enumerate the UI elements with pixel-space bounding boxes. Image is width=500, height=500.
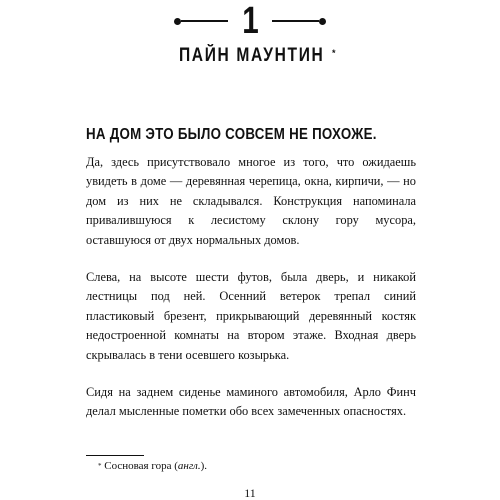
footnote: * Сосновая гора (англ.). [98,460,207,472]
chapter-number: 1 [242,0,258,42]
ornament-dot [319,18,326,25]
footnote-divider [86,455,144,456]
chapter-heading [0,0,500,42]
ornament-rule-right [272,15,326,27]
paragraph-3: Сидя на заднем сиденье маминого автомобиля, Арло Финч делал мысленные пометки обо всех замеченных опасностях. [86,385,416,419]
lead-line-text: НА ДОМ ЭТО БЫЛО СОВСЕМ НЕ ПОХОЖЕ. [86,126,377,143]
ornament-rule-left [174,15,228,27]
chapter-title [0,44,500,68]
paragraph-1: Да, здесь присутствовало многое из того, что ожидаешь увидеть в доме — деревянная черепица, окна, кирпичи, — но дом из них не складывался. Конструкция напоминала привалившуюся к лесистому склону гору мусора, оставшуюся от двух нормальных домов. [86,155,416,247]
footnote-lang-note: англ. [177,460,201,472]
ornament-line [181,20,228,22]
footnote-text: Сосновая гора [104,460,172,472]
lead-line [86,124,416,146]
footnote-mark: * [98,462,102,470]
page-number: 11 [244,486,256,500]
ornament-dot [174,18,181,25]
chapter-title-text: ПАЙН МАУНТИН [178,45,324,66]
paragraph-2: Слева, на высоте шести футов, была дверь, и никакой лестницы под ней. Осенний ветерок трепал синий пластиковый брезент, прикрывающий деревянный костяк недостроенной комнаты на втором этаже. Входная дверь скрывалась в тени осевшего козырька. [86,270,416,362]
chapter-title-footnote-mark: * [331,48,338,58]
ornament-line [272,20,319,22]
